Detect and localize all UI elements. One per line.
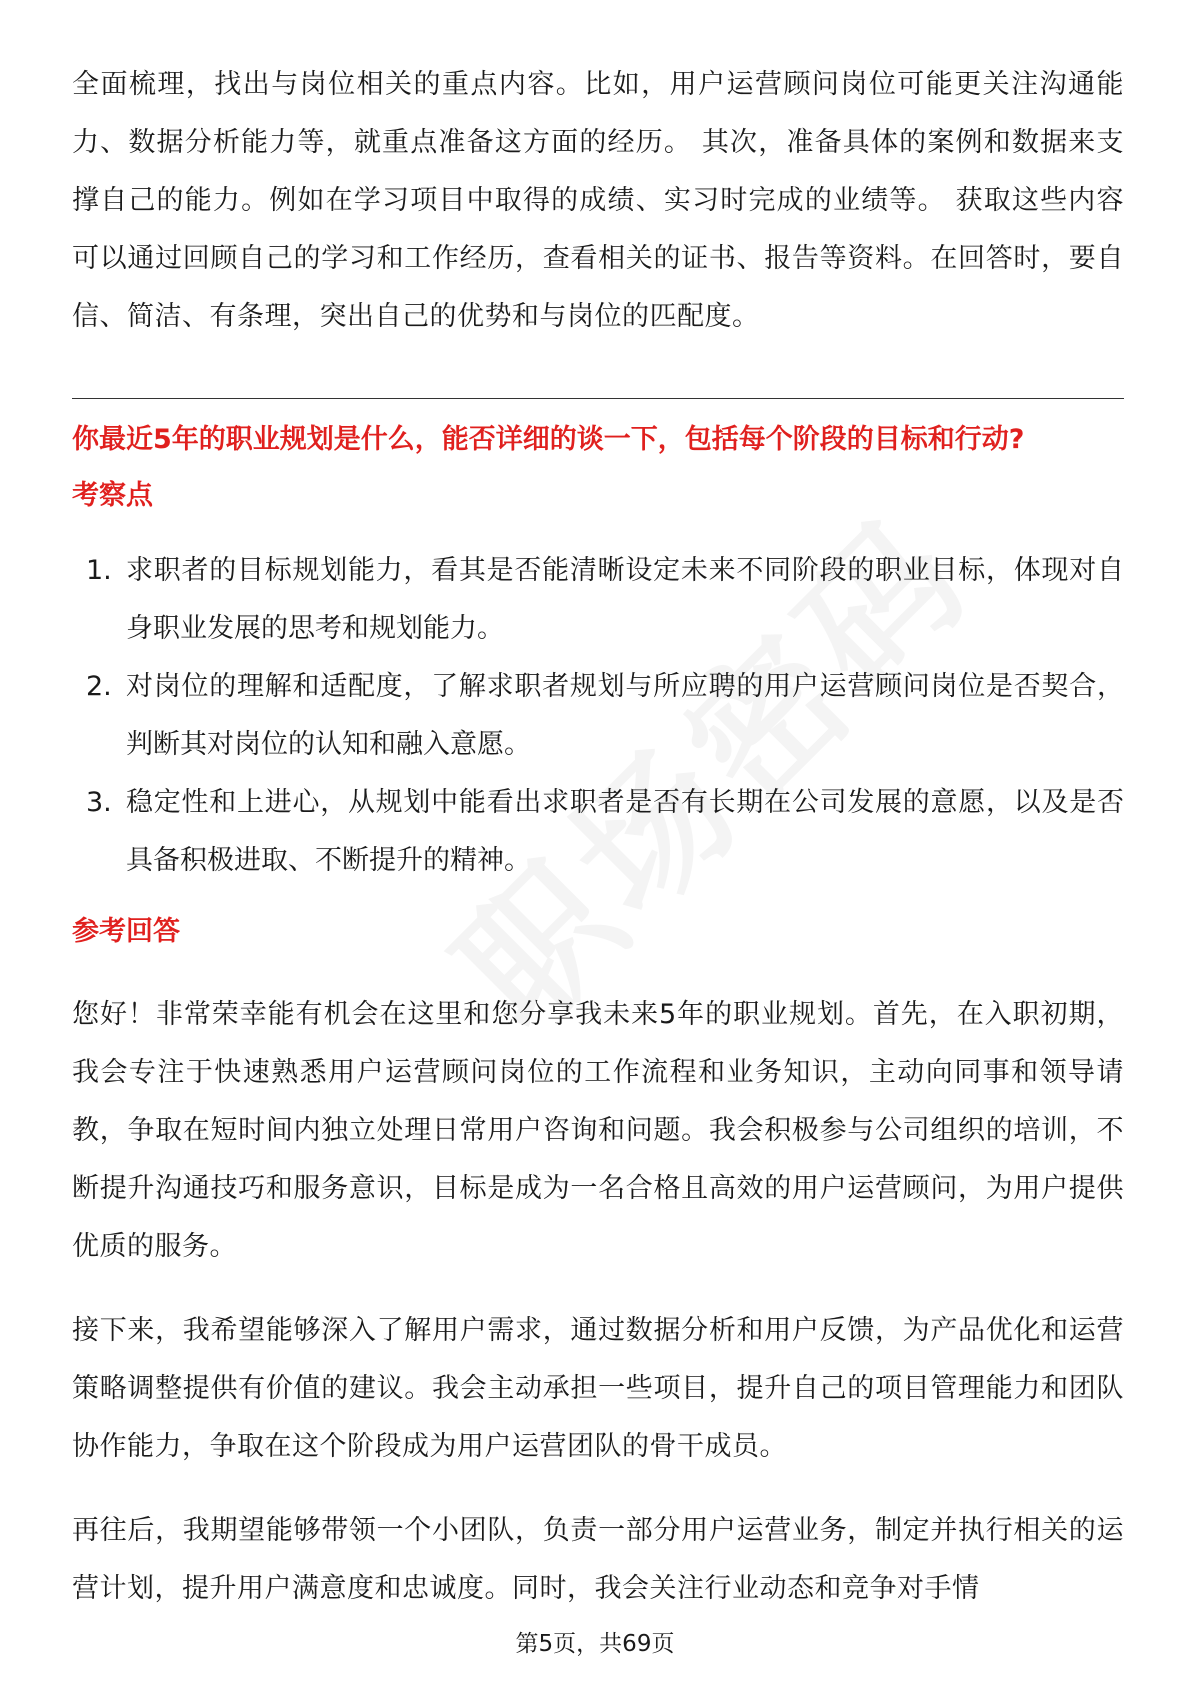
question-title: 你最近5年的职业规划是什么，能否详细的谈一下，包括每个阶段的目标和行动? — [72, 424, 1025, 455]
paragraph-intro: 全面梳理，找出与岗位相关的重点内容。比如，用户运营顾问岗位可能更关注沟通能力、数据分析能力等，就重点准备这方面的经历。 其次，准备具体的案例和数据来支撑自己的能力。例如在学习项目中取得的成绩、实习时完成的业绩等。 获取这些内容可以通过回顾自己的学习和工作经历，查看相关的证书、报告等资料。在回答时，要自信、简洁、有条理，突出自己的优势和与岗位的匹配度。 — [72, 69, 1124, 332]
list-text: 对岗位的理解和适配度，了解求职者规划与所应聘的用户运营顾问岗位是否契合，判断其对岗位的认知和融入意愿。 — [126, 671, 1124, 760]
answer-paragraph-3: 再往后，我期望能够带领一个小团队，负责一部分用户运营业务，制定并执行相关的运营计划，提升用户满意度和忠诚度。同时，我会关注行业动态和竞争对手情 — [72, 1515, 1124, 1604]
list-number: 3. — [86, 787, 112, 818]
list-number: 1. — [86, 555, 112, 586]
list-number: 2. — [86, 671, 112, 702]
points-heading: 考察点 — [72, 480, 153, 511]
page-footer: 第5页，共69页 — [515, 1631, 675, 1657]
list-item — [72, 542, 1124, 658]
list-text: 求职者的目标规划能力，看其是否能清晰设定未来不同阶段的职业目标，体现对自身职业发展的思考和规划能力。 — [126, 555, 1124, 644]
answer-heading: 参考回答 — [72, 916, 180, 947]
points-list — [72, 542, 1124, 890]
answer-paragraph-1: 您好！非常荣幸能有机会在这里和您分享我未来5年的职业规划。首先，在入职初期，我会专注于快速熟悉用户运营顾问岗位的工作流程和业务知识，主动向同事和领导请教，争取在短时间内独立处理日常用户咨询和问题。我会积极参与公司组织的培训，不断提升沟通技巧和服务意识，目标是成为一名合格且高效的用户运营顾问，为用户提供优质的服务。 — [72, 999, 1124, 1262]
answer-paragraph-2: 接下来，我希望能够深入了解用户需求，通过数据分析和用户反馈，为产品优化和运营策略调整提供有价值的建议。我会主动承担一些项目，提升自己的项目管理能力和团队协作能力，争取在这个阶段成为用户运营团队的骨干成员。 — [72, 1315, 1124, 1462]
section-divider — [72, 398, 1124, 399]
list-item — [72, 774, 1124, 890]
list-text: 稳定性和上进心，从规划中能看出求职者是否有长期在公司发展的意愿，以及是否具备积极进取、不断提升的精神。 — [126, 787, 1124, 876]
list-item — [72, 658, 1124, 774]
